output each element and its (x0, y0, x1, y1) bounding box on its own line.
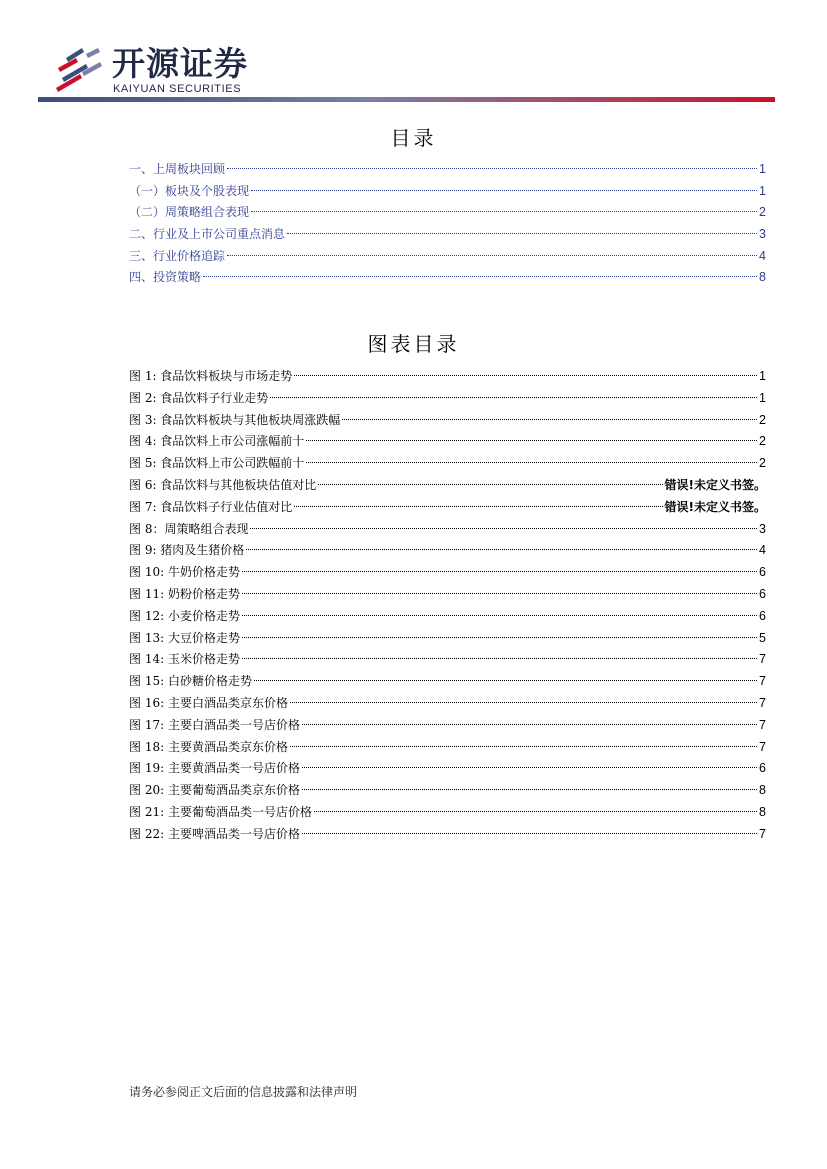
toc-entry[interactable] (129, 159, 766, 181)
figure-entry[interactable] (129, 671, 766, 693)
figure-entry-page-number: 错误!未定义书签。 (664, 477, 766, 492)
figure-entry-page-number: 1 (759, 390, 766, 405)
dot-leader (294, 375, 757, 376)
figure-entry-page-number: 1 (759, 369, 766, 383)
figure-entry-page-number: 5 (759, 630, 766, 645)
figure-entry-page-number: 6 (759, 761, 766, 776)
dot-leader (290, 702, 757, 703)
dot-leader (242, 593, 757, 594)
figure-entry-label: 图 7: 食品饮料子行业估值对比 (129, 499, 293, 514)
dot-leader (250, 528, 757, 529)
figure-entry-page-number: 8 (759, 783, 766, 798)
toc-entry-label: 二、行业及上市公司重点消息 (129, 227, 286, 242)
figure-entry[interactable] (129, 366, 766, 388)
dot-leader (203, 276, 757, 277)
toc-entry-page-number: 2 (759, 205, 766, 220)
figure-entry-label: 图 8：周策略组合表现 (129, 521, 249, 536)
figure-entry-page-number: 2 (759, 412, 766, 427)
figure-entry-label: 图 1: 食品饮料板块与市场走势 (129, 369, 293, 383)
figure-entry-label: 图 22: 主要啤酒品类一号店价格 (129, 826, 300, 841)
dot-leader (302, 833, 757, 834)
figure-entry-label: 图 2: 食品饮料子行业走势 (129, 390, 269, 405)
dot-leader (318, 484, 662, 485)
figure-entry-page-number: 7 (759, 717, 766, 732)
figure-entry-page-number: 3 (759, 521, 766, 536)
figure-entry-label: 图 17: 主要白酒品类一号店价格 (129, 717, 300, 732)
dot-leader (242, 571, 757, 572)
dot-leader (251, 190, 757, 191)
figure-entry[interactable] (129, 649, 766, 671)
dot-leader (242, 615, 757, 616)
figure-entry[interactable] (129, 540, 766, 562)
figure-entry-label: 图 18: 主要黄酒品类京东价格 (129, 739, 288, 754)
figure-entry[interactable] (129, 453, 766, 475)
toc-title: 目录 (390, 126, 437, 150)
figure-entry-label: 图 12: 小麦价格走势 (129, 608, 240, 623)
figure-entry-label: 图 14: 玉米价格走势 (129, 652, 240, 667)
figure-entry-page-number: 6 (759, 586, 766, 601)
dot-leader (242, 637, 757, 638)
dot-leader (270, 397, 757, 398)
dot-leader (254, 680, 757, 681)
figure-entry-label: 图 20: 主要葡萄酒品类京东价格 (129, 783, 300, 798)
toc-entry[interactable] (129, 202, 766, 224)
figure-entry[interactable] (129, 431, 766, 453)
figure-entry[interactable] (129, 584, 766, 606)
dot-leader (314, 811, 757, 812)
toc-entry-page-number: 4 (759, 248, 766, 263)
dot-leader (306, 462, 757, 463)
toc-entry-label: 四、投资策略 (129, 270, 202, 285)
page-header (0, 0, 827, 106)
toc-entry[interactable] (129, 181, 766, 203)
dot-leader (251, 211, 757, 212)
figure-entry[interactable] (129, 802, 766, 824)
figure-entry-page-number: 6 (759, 608, 766, 623)
figure-entry[interactable] (129, 780, 766, 802)
figure-entry-page-number: 8 (759, 804, 766, 819)
dot-leader (294, 506, 662, 507)
figure-entry[interactable] (129, 519, 766, 541)
figure-entry[interactable] (129, 497, 766, 519)
toc-entry[interactable] (129, 224, 766, 246)
toc-entry[interactable] (129, 246, 766, 268)
kaiyuan-logo-icon (52, 46, 104, 92)
figure-entry[interactable] (129, 758, 766, 780)
toc-entry-label: （一）板块及个股表现 (129, 183, 250, 198)
dot-leader (290, 746, 757, 747)
figure-entry-page-number: 错误!未定义书签。 (664, 499, 766, 514)
dot-leader (342, 419, 757, 420)
brand-name-en: KAIYUAN SECURITIES (113, 83, 242, 95)
toc-entry-label: （二）周策略组合表现 (129, 205, 250, 220)
figure-entry-label: 图 4: 食品饮料上市公司涨幅前十 (129, 434, 305, 449)
dot-leader (302, 789, 757, 790)
figure-entry[interactable] (129, 562, 766, 584)
figure-entry[interactable] (129, 606, 766, 628)
figure-entry-page-number: 2 (759, 434, 766, 449)
toc-entry-page-number: 1 (759, 183, 766, 198)
toc-list (129, 159, 766, 289)
figure-entry-label: 图 13: 大豆价格走势 (129, 630, 240, 645)
figure-entry-label: 图 21: 主要葡萄酒品类一号店价格 (129, 804, 312, 819)
toc-entry-page-number: 8 (759, 270, 766, 285)
dot-leader (287, 233, 757, 234)
dot-leader (242, 658, 757, 659)
dot-leader (246, 549, 757, 550)
figure-entry-page-number: 7 (759, 826, 766, 841)
figure-entry-label: 图 11: 奶粉价格走势 (129, 586, 240, 601)
toc-entry-page-number: 1 (759, 162, 766, 176)
figure-entry-page-number: 7 (759, 652, 766, 667)
figure-entry-page-number: 4 (759, 543, 766, 558)
footer-disclaimer: 请务必参阅正文后面的信息披露和法律声明 (129, 1085, 358, 1099)
toc-entry-label: 一、上周板块回顾 (129, 162, 226, 176)
header-rule (38, 97, 775, 102)
figure-entry-page-number: 7 (759, 695, 766, 710)
figure-entry[interactable] (129, 693, 766, 715)
figure-entry-page-number: 6 (759, 565, 766, 580)
figure-entry-label: 图 10: 牛奶价格走势 (129, 565, 240, 580)
figure-entry-label: 图 6: 食品饮料与其他板块估值对比 (129, 477, 317, 492)
dot-leader (302, 767, 757, 768)
figure-entry-label: 图 9: 猪肉及生猪价格 (129, 543, 245, 558)
figure-entry-page-number: 2 (759, 456, 766, 471)
toc-entry-page-number: 3 (759, 227, 766, 242)
figure-entry[interactable] (129, 475, 766, 497)
figure-entry-label: 图 15: 白砂糖价格走势 (129, 674, 252, 689)
dot-leader (306, 440, 757, 441)
figures-list (129, 366, 766, 846)
figure-entry[interactable] (129, 824, 766, 846)
toc-entry[interactable] (129, 267, 766, 289)
figure-entry[interactable] (129, 737, 766, 759)
figure-entry-label: 图 5: 食品饮料上市公司跌幅前十 (129, 456, 305, 471)
figure-entry[interactable] (129, 628, 766, 650)
figure-entry-page-number: 7 (759, 739, 766, 754)
figure-entry-page-number: 7 (759, 674, 766, 689)
dot-leader (227, 168, 757, 169)
figure-entry-label: 图 3: 食品饮料板块与其他板块周涨跌幅 (129, 412, 341, 427)
brand-name-cn: 开源证券 (112, 44, 248, 83)
toc-entry-label: 三、行业价格追踪 (129, 248, 226, 263)
figure-entry[interactable] (129, 715, 766, 737)
dot-leader (302, 724, 757, 725)
figure-entry-label: 图 19: 主要黄酒品类一号店价格 (129, 761, 300, 776)
figure-entry-label: 图 16: 主要白酒品类京东价格 (129, 695, 288, 710)
figure-entry[interactable] (129, 410, 766, 432)
figures-title: 图表目录 (367, 332, 460, 356)
dot-leader (227, 255, 757, 256)
figure-entry[interactable] (129, 388, 766, 410)
